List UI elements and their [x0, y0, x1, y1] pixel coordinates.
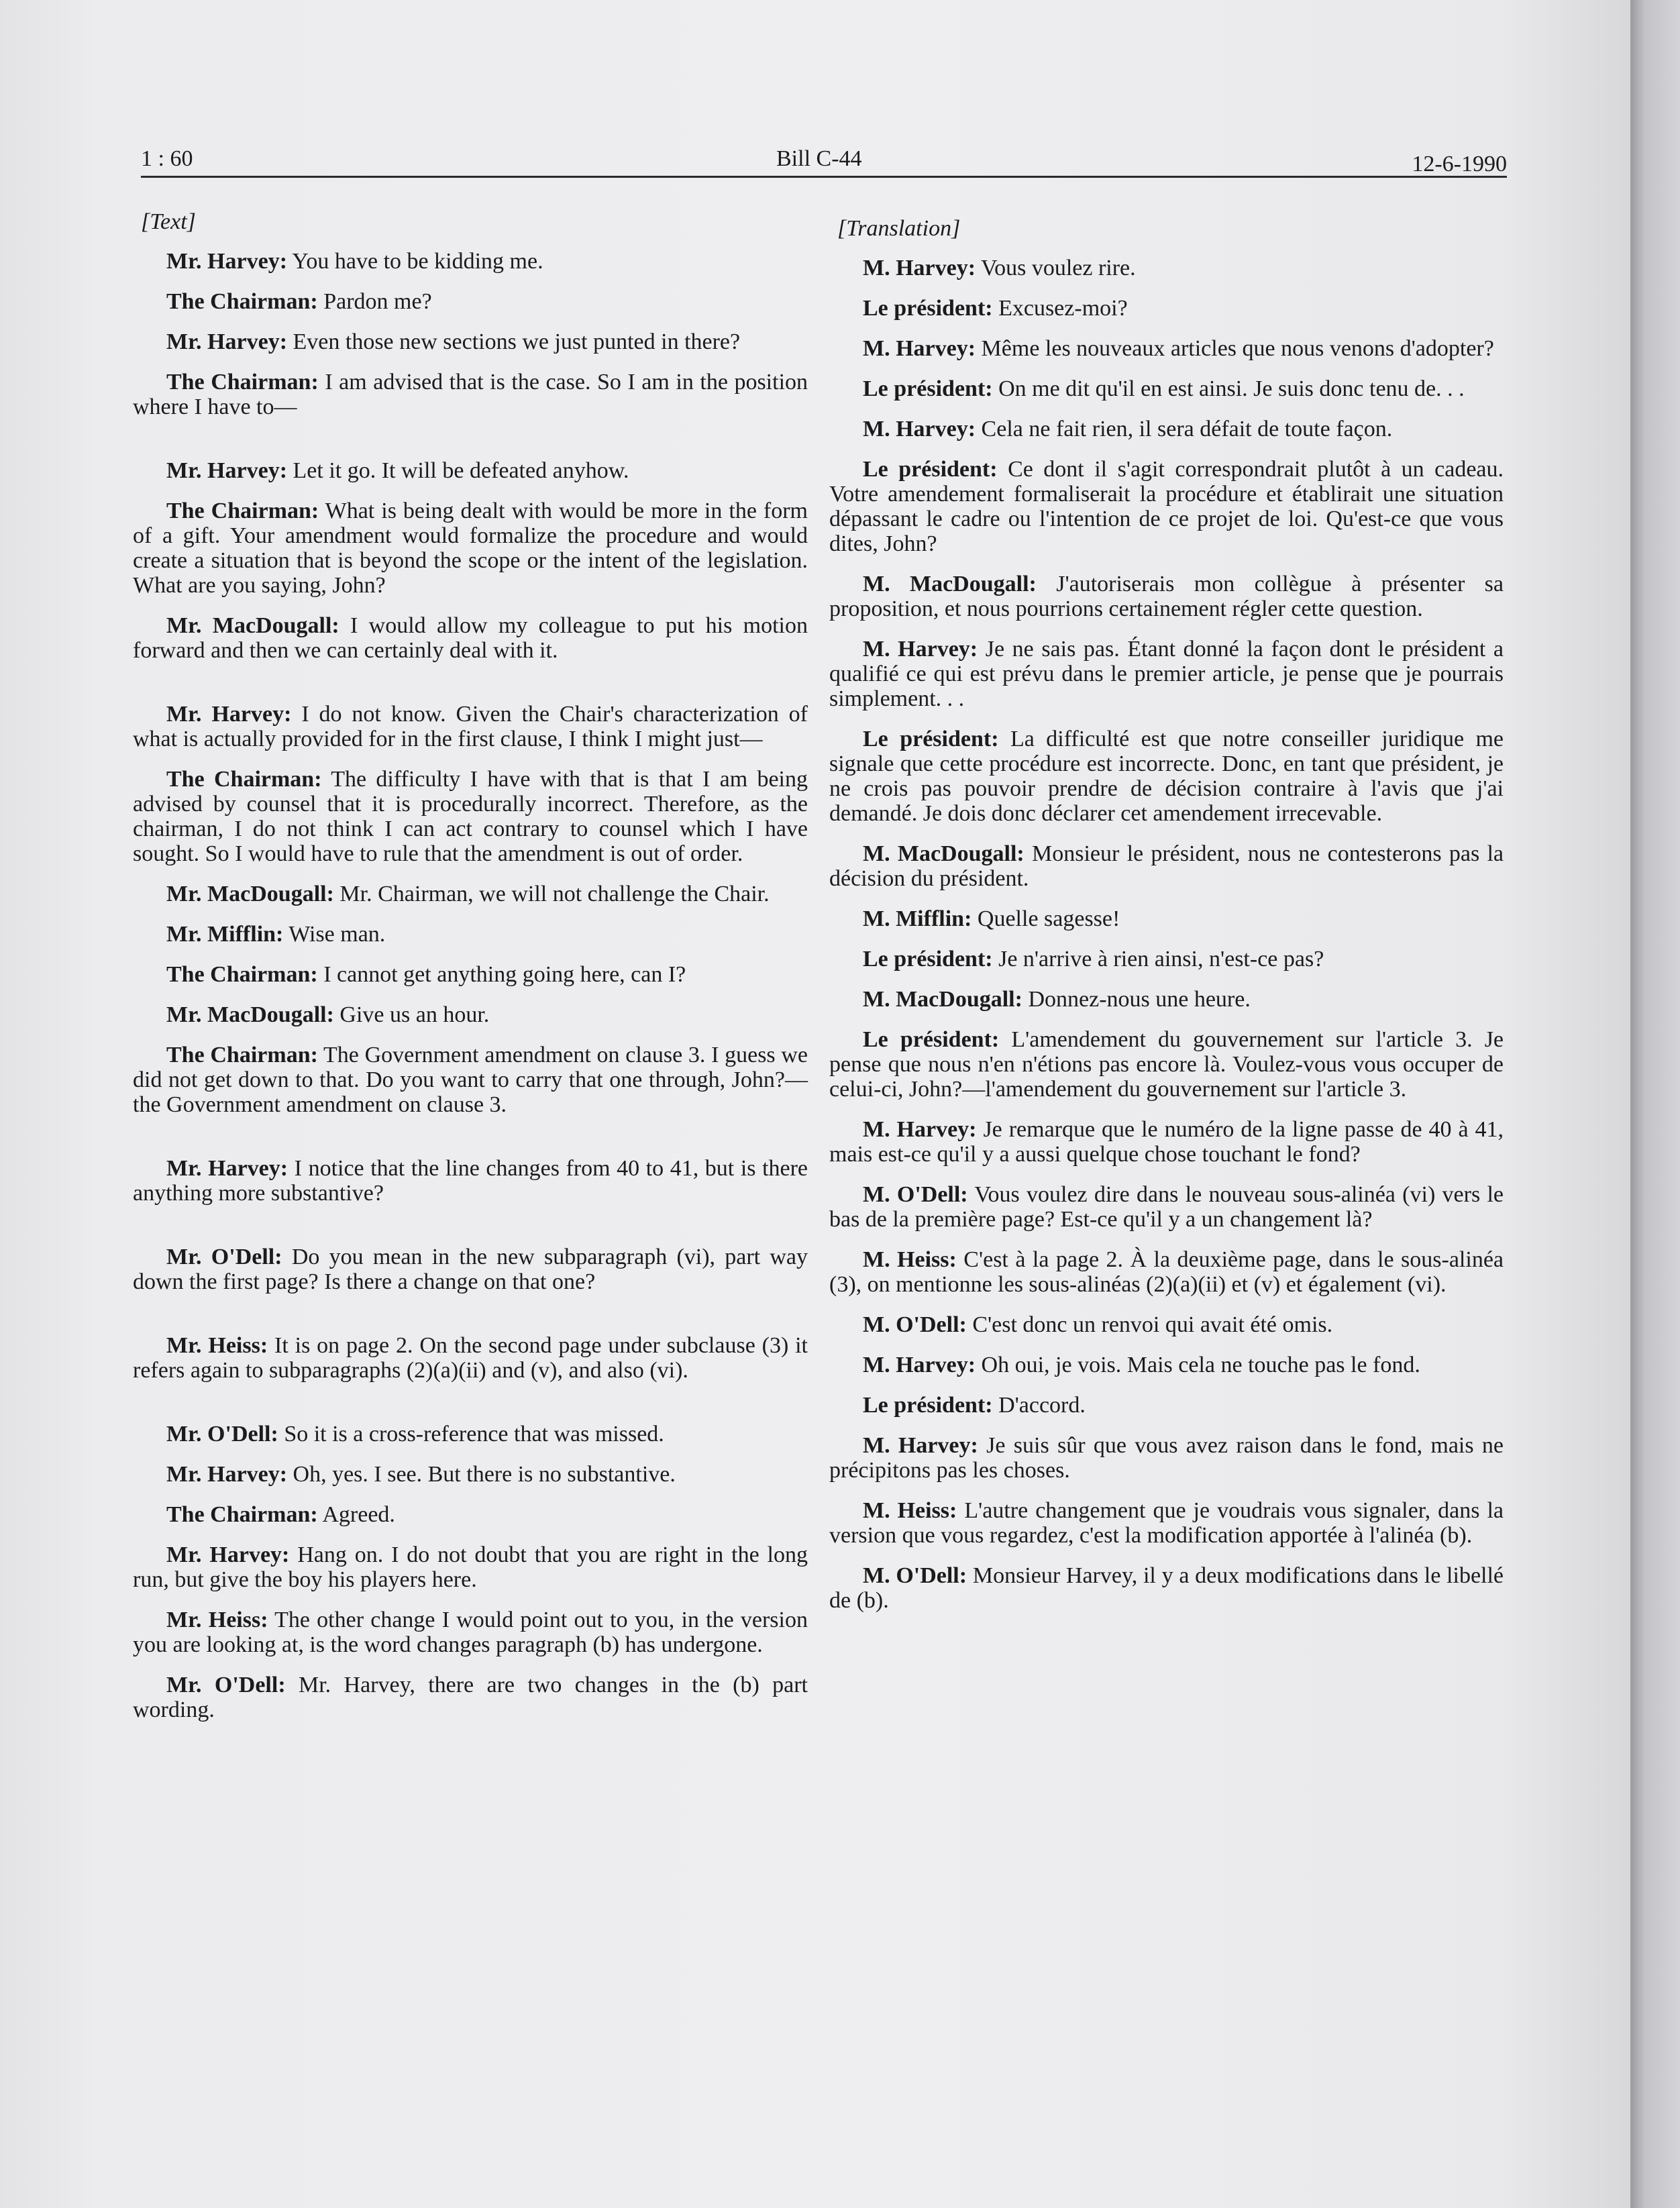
page-header	[141, 132, 1507, 178]
speaker-name: M. Harvey:	[863, 1433, 978, 1458]
transcript-paragraph	[829, 1312, 1504, 1337]
french-column	[829, 216, 1504, 1628]
transcript-paragraph	[829, 1563, 1504, 1613]
transcript-paragraph	[133, 613, 808, 663]
speaker-name: Le président:	[863, 1027, 1000, 1052]
speech-text: L'amendement du gouvernement sur l'article 3. Je pense que nous n'en n'étions pas encore là. Voulez-vous vous occuper de celui-ci, John?—l'amendement du gouvernement sur l'article 3.	[829, 1027, 1504, 1102]
transcript-paragraph	[829, 376, 1504, 401]
speaker-name: Mr. Harvey:	[166, 1156, 288, 1181]
speech-text: Oh, yes. I see. But there is no substantive.	[293, 1462, 676, 1487]
speech-text: La difficulté est que notre conseiller juridique me signale que cette procédure est incorrecte. Donc, en tant que président, je ne crois pas pouvoir prendre de décision contraire à l'avis que j'ai demandé. Je dois donc déclarer cet amendement irrecevable.	[829, 727, 1504, 826]
speech-text: Je suis sûr que vous avez raison dans le fond, mais ne précipitons pas les choses.	[829, 1433, 1504, 1483]
speech-text: Give us an hour.	[339, 1002, 490, 1027]
speaker-name: Mr. O'Dell:	[166, 1673, 286, 1697]
transcript-paragraph	[829, 1182, 1504, 1232]
speaker-name: Mr. Harvey:	[166, 1462, 288, 1487]
speech-text: I cannot get anything going here, can I?	[323, 962, 686, 987]
bill-title: Bill C-44	[776, 146, 862, 171]
speaker-name: Mr. O'Dell:	[166, 1422, 278, 1447]
transcript-paragraph	[133, 1673, 808, 1722]
speech-text: Quelle sagesse!	[977, 906, 1120, 931]
transcript-paragraph	[133, 458, 808, 483]
speaker-name: M. MacDougall:	[863, 987, 1022, 1012]
speaker-name: M. Mifflin:	[863, 906, 972, 931]
speaker-name: The Chairman:	[166, 1502, 318, 1527]
speech-text: Oh oui, je vois. Mais cela ne touche pas le fond.	[981, 1353, 1420, 1377]
page-date: 12-6-1990	[1412, 152, 1507, 176]
speaker-name: M. Harvey:	[863, 1353, 976, 1377]
speaker-name: The Chairman:	[166, 289, 318, 314]
speaker-name: Mr. Heiss:	[166, 1608, 268, 1632]
transcript-paragraph	[829, 987, 1504, 1012]
speaker-name: M. Heiss:	[863, 1498, 957, 1523]
speaker-name: The Chairman:	[166, 498, 319, 523]
transcript-paragraph	[133, 882, 808, 906]
transcript-paragraph	[133, 1002, 808, 1027]
speech-text: On me dit qu'il en est ainsi. Je suis donc tenu de. . .	[998, 376, 1465, 401]
speaker-name: Mr. MacDougall:	[166, 613, 339, 638]
speech-text: Monsieur le président, nous ne contesterons pas la décision du président.	[829, 841, 1504, 891]
transcript-paragraph	[133, 962, 808, 987]
speech-text: You have to be kidding me.	[292, 249, 543, 274]
speaker-name: Mr. Harvey:	[166, 1542, 290, 1567]
speaker-name: Mr. Heiss:	[166, 1333, 268, 1358]
speaker-name: M. Harvey:	[863, 256, 976, 280]
speech-text: Vous voulez dire dans le nouveau sous-alinéa (vi) vers le bas de la première page? Est-ce qu'il y a un changement là?	[829, 1182, 1504, 1232]
transcript-paragraph	[133, 1156, 808, 1206]
transcript-paragraph	[133, 1542, 808, 1592]
page-edge-shadow	[1630, 0, 1680, 2208]
transcript-paragraph	[829, 1117, 1504, 1167]
transcript-paragraph	[133, 1333, 808, 1383]
transcript-paragraph	[133, 1043, 808, 1117]
speech-text: J'autoriserais mon collègue à présenter sa proposition, et nous pourrions certainement régler cette question.	[829, 572, 1504, 621]
transcript-paragraph	[133, 370, 808, 419]
transcript-paragraph	[133, 1462, 808, 1487]
speech-text: C'est à la page 2. À la deuxième page, dans le sous-alinéa (3), on mentionne les sous-alinéas (2)(a)(ii) et (v) et également (vi).	[829, 1247, 1504, 1297]
speech-text: I notice that the line changes from 40 to 41, but is there anything more substantive?	[133, 1156, 808, 1206]
speaker-name: The Chairman:	[166, 1043, 318, 1067]
speech-text: I am advised that is the case. So I am in the position where I have to—	[133, 370, 808, 419]
speaker-name: Le président:	[863, 457, 998, 482]
speech-text: Donnez-nous une heure.	[1028, 987, 1251, 1012]
speaker-name: M. Harvey:	[863, 417, 976, 441]
speaker-name: Le président:	[863, 376, 993, 401]
speech-text: What is being dealt with would be more in the form of a gift. Your amendment would formalize the procedure and would create a situation that is beyond the scope or the intent of the legislation. What are you saying, John?	[133, 498, 808, 598]
speaker-name: M. O'Dell:	[863, 1312, 967, 1337]
speech-text: I do not know. Given the Chair's characterization of what is actually provided for in the first clause, I think I might just—	[133, 702, 808, 751]
speech-text: Même les nouveaux articles que nous venons d'adopter?	[981, 336, 1494, 361]
speaker-name: Le président:	[863, 947, 993, 971]
transcript-paragraph	[829, 1498, 1504, 1548]
speaker-name: Le président:	[863, 1393, 993, 1418]
transcript-paragraph	[829, 417, 1504, 441]
speaker-name: The Chairman:	[166, 767, 322, 792]
speaker-name: Le président:	[863, 296, 993, 321]
speech-text: Cela ne fait rien, il sera défait de toute façon.	[981, 417, 1393, 441]
speaker-name: Mr. Harvey:	[166, 329, 288, 354]
speaker-name: Mr. Harvey:	[166, 702, 292, 727]
speech-text: It is on page 2. On the second page under subclause (3) it refers again to subparagraphs (2)(a)(ii) and (v), and also (vi).	[133, 1333, 808, 1383]
speech-text: I would allow my colleague to put his motion forward and then we can certainly deal with it.	[133, 613, 808, 663]
english-column	[133, 209, 808, 1738]
speaker-name: The Chairman:	[166, 962, 318, 987]
speaker-name: Mr. MacDougall:	[166, 1002, 334, 1027]
transcript-paragraph	[829, 1393, 1504, 1418]
transcript-paragraph	[133, 498, 808, 598]
transcript-paragraph	[829, 256, 1504, 280]
transcript-paragraph	[133, 702, 808, 751]
speech-text: Do you mean in the new subparagraph (vi), part way down the first page? Is there a change on that one?	[133, 1245, 808, 1294]
speech-text: Agreed.	[322, 1502, 395, 1527]
speech-text: Mr. Chairman, we will not challenge the Chair.	[339, 882, 770, 906]
transcript-paragraph	[829, 1247, 1504, 1297]
speaker-name: M. O'Dell:	[863, 1563, 967, 1588]
transcript-paragraph	[829, 1353, 1504, 1377]
speech-text: Je n'arrive à rien ainsi, n'est-ce pas?	[998, 947, 1324, 971]
speech-text: Vous voulez rire.	[980, 256, 1136, 280]
speaker-name: M. O'Dell:	[863, 1182, 968, 1207]
transcript-paragraph	[133, 329, 808, 354]
speaker-name: M. MacDougall:	[863, 841, 1025, 866]
transcript-paragraph	[829, 296, 1504, 321]
transcript-paragraph	[133, 1245, 808, 1294]
speaker-name: M. Harvey:	[863, 336, 976, 361]
speaker-name: Mr. Harvey:	[166, 249, 288, 274]
speech-text: C'est donc un renvoi qui avait été omis.	[972, 1312, 1333, 1337]
transcript-paragraph	[829, 1027, 1504, 1102]
speech-text: Excusez-moi?	[998, 296, 1128, 321]
transcript-paragraph	[829, 906, 1504, 931]
page-number: 1 : 60	[141, 146, 193, 171]
transcript-paragraph	[829, 572, 1504, 621]
transcript-paragraph	[829, 727, 1504, 826]
column-label-english: [Text]	[141, 209, 196, 234]
speaker-name: Mr. Harvey:	[166, 458, 288, 483]
speaker-name: Le président:	[863, 727, 999, 751]
speaker-name: Mr. Mifflin:	[166, 922, 284, 947]
speaker-name: M. MacDougall:	[863, 572, 1037, 596]
speaker-name: Mr. MacDougall:	[166, 882, 334, 906]
speech-text: The Government amendment on clause 3. I guess we did not get down to that. Do you want to carry that one through, John?—the Government amendment on clause 3.	[133, 1043, 808, 1117]
speech-text: Let it go. It will be defeated anyhow.	[293, 458, 629, 483]
transcript-paragraph	[133, 1422, 808, 1447]
transcript-paragraph	[829, 637, 1504, 711]
speech-text: D'accord.	[998, 1393, 1086, 1418]
transcript-paragraph	[829, 336, 1504, 361]
speech-text: Pardon me?	[323, 289, 432, 314]
speech-text: The difficulty I have with that is that I am being advised by counsel that it is procedurally incorrect. Therefore, as the chairman, I do not think I can act contrary to counsel which I have sought. So I would have to rule that the amendment is out of order.	[133, 767, 808, 866]
speaker-name: M. Harvey:	[863, 637, 978, 662]
speech-text: Je ne sais pas. Étant donné la façon dont le président a qualifié ce qui est prévu dans le premier article, je pense que je pourrais simplement. . .	[829, 637, 1504, 711]
transcript-paragraph	[133, 1502, 808, 1527]
speech-text: The other change I would point out to you, in the version you are looking at, is the word changes paragraph (b) has undergone.	[133, 1608, 808, 1657]
speaker-name: Mr. O'Dell:	[166, 1245, 282, 1269]
speech-text: Je remarque que le numéro de la ligne passe de 40 à 41, mais est-ce qu'il y a aussi quelque chose touchant le fond?	[829, 1117, 1504, 1167]
speech-text: Hang on. I do not doubt that you are right in the long run, but give the boy his players here.	[133, 1542, 808, 1592]
transcript-paragraph	[133, 249, 808, 274]
speech-text: Even those new sections we just punted in there?	[293, 329, 741, 354]
transcript-paragraph	[829, 1433, 1504, 1483]
transcript-paragraph	[133, 289, 808, 314]
transcript-paragraph	[829, 457, 1504, 556]
speech-text: Mr. Harvey, there are two changes in the (b) part wording.	[133, 1673, 808, 1722]
speech-text: Ce dont il s'agit correspondrait plutôt à un cadeau. Votre amendement formaliserait la procédure et établirait une situation dépassant le cadre ou l'intention de ce projet de loi. Qu'est-ce que vous dites, John?	[829, 457, 1504, 556]
speech-text: L'autre changement que je voudrais vous signaler, dans la version que vous regardez, c'est la modification apportée à l'alinéa (b).	[829, 1498, 1504, 1548]
speech-text: So it is a cross-reference that was missed.	[284, 1422, 664, 1447]
speaker-name: M. Heiss:	[863, 1247, 957, 1272]
column-label-french: [Translation]	[837, 216, 961, 241]
transcript-paragraph	[829, 841, 1504, 891]
transcript-paragraph	[133, 1608, 808, 1657]
transcript-paragraph	[133, 767, 808, 866]
transcript-paragraph	[829, 947, 1504, 971]
speaker-name: The Chairman:	[166, 370, 319, 395]
speaker-name: M. Harvey:	[863, 1117, 977, 1142]
speech-text: Wise man.	[288, 922, 386, 947]
speech-text: Monsieur Harvey, il y a deux modifications dans le libellé de (b).	[829, 1563, 1504, 1613]
transcript-paragraph	[133, 922, 808, 947]
